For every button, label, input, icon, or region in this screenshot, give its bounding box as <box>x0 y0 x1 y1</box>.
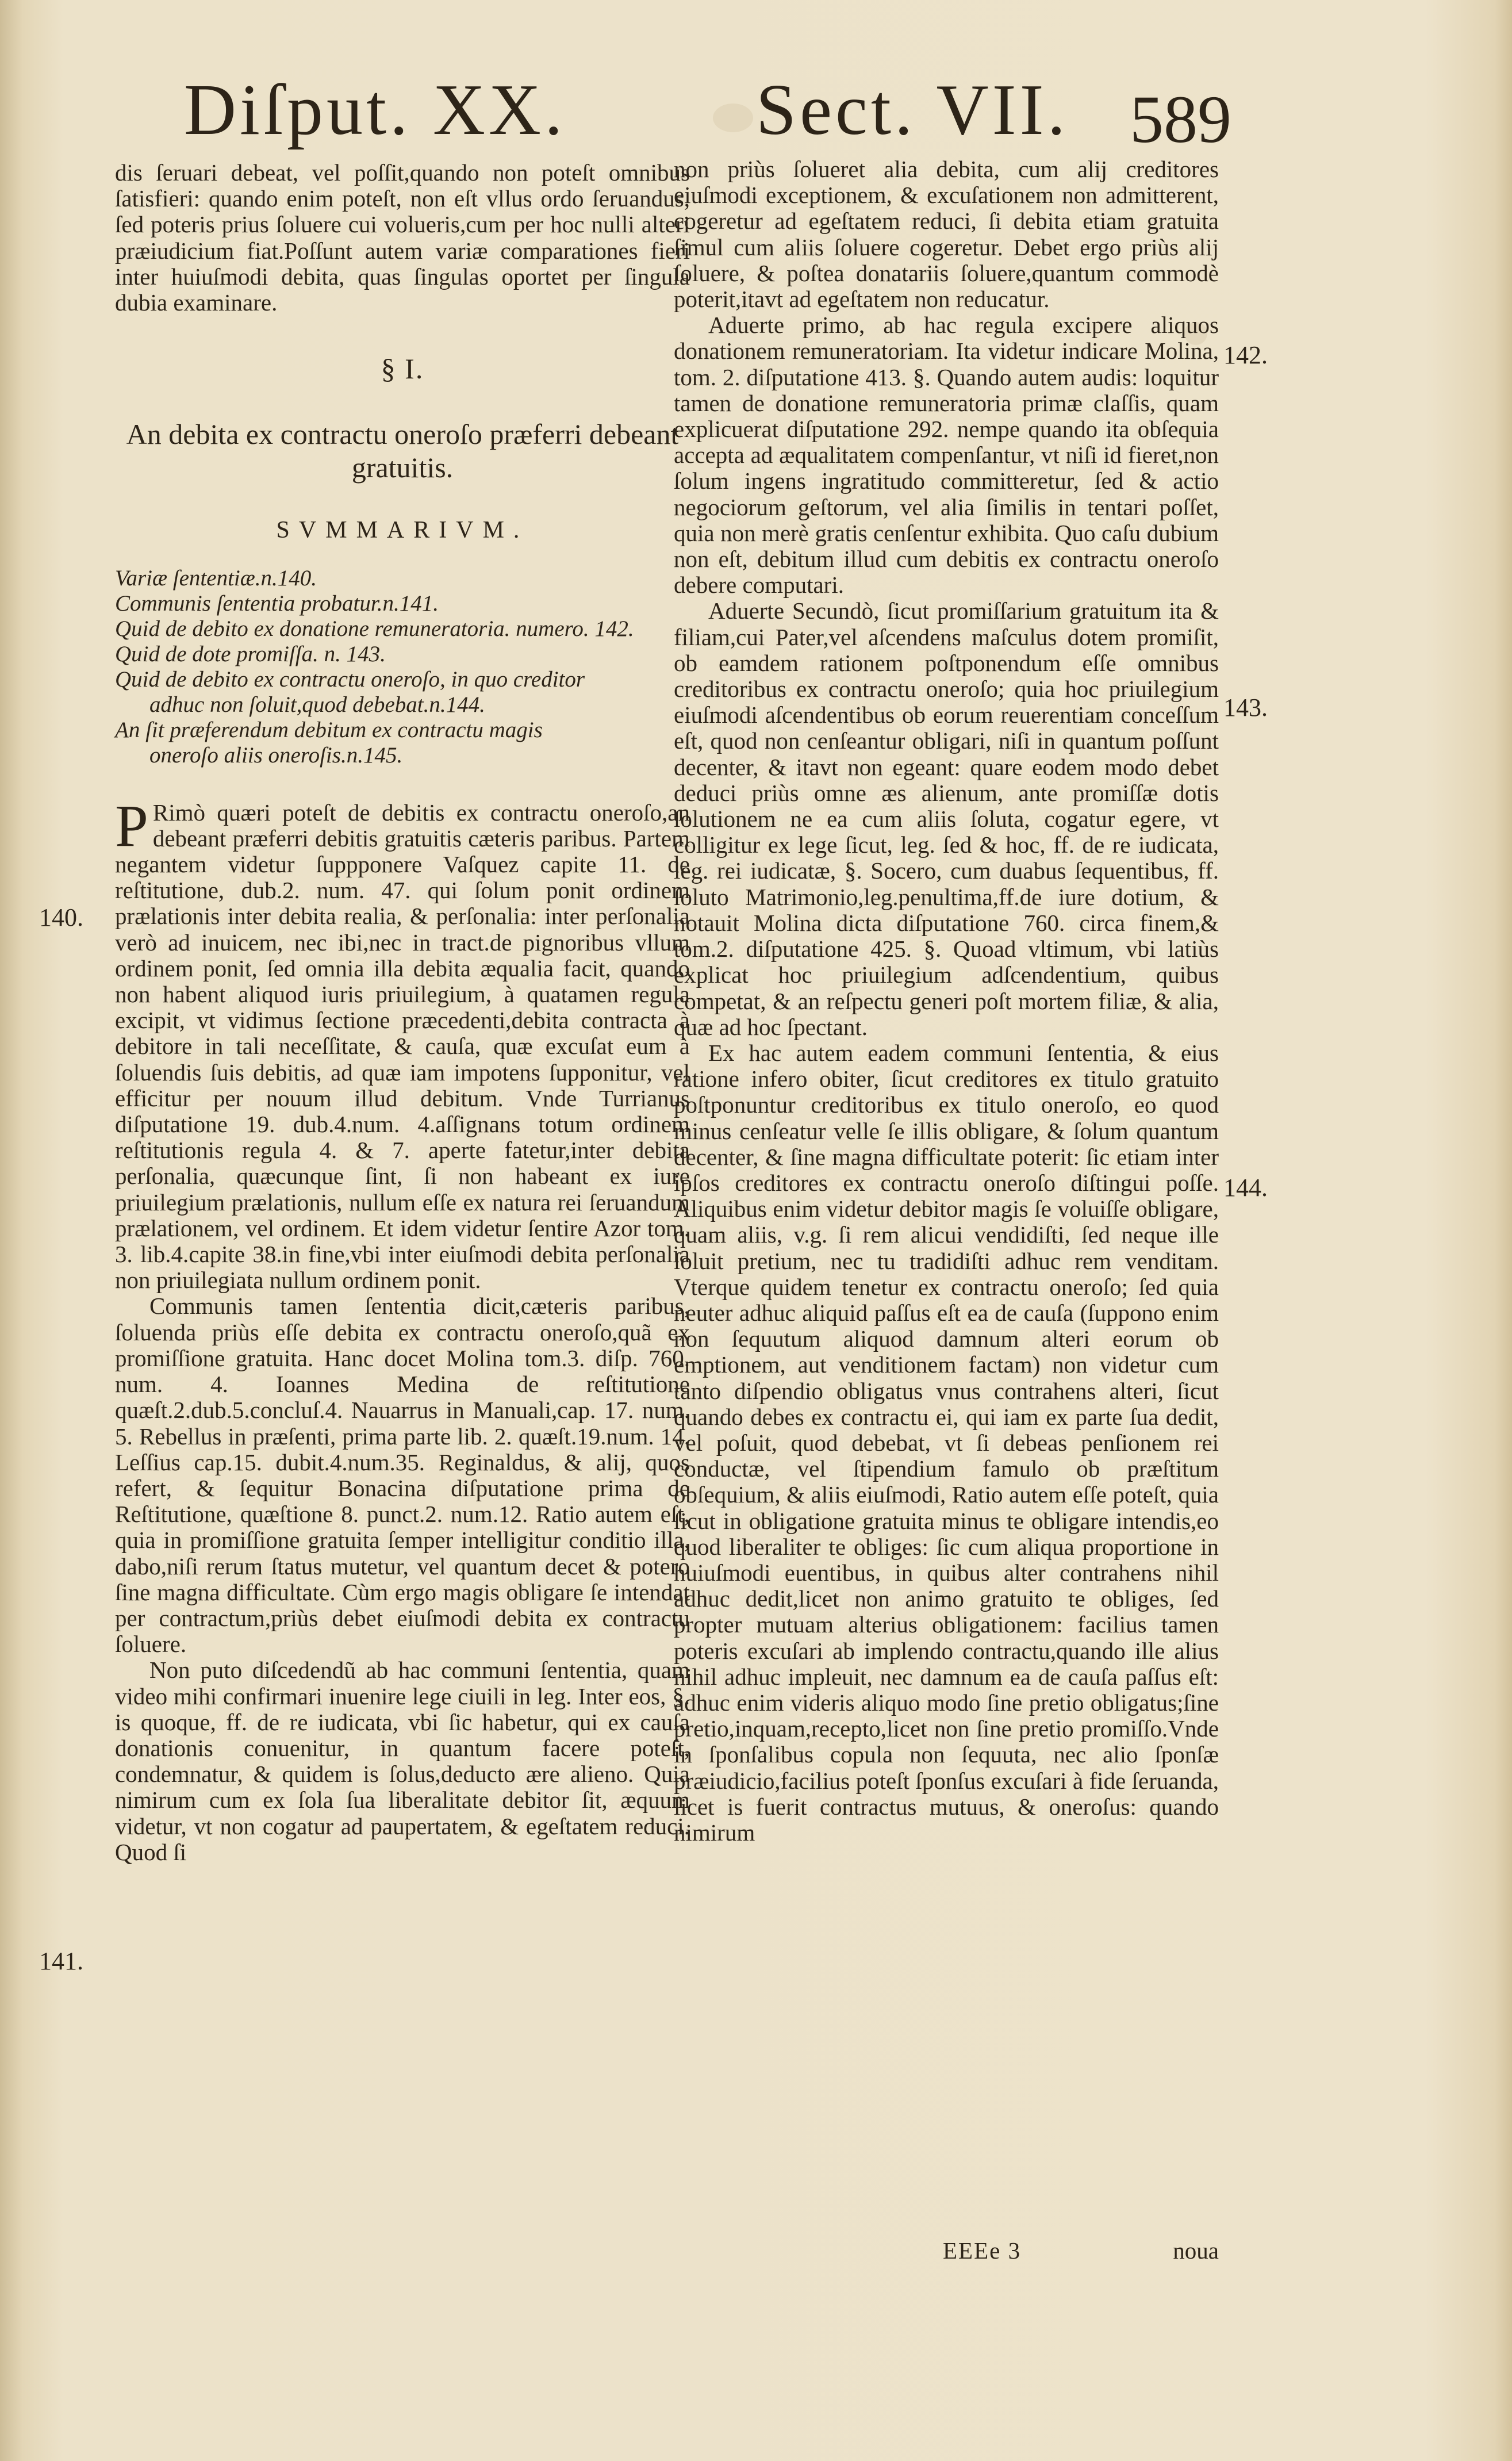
summary-item: Quid de debito ex donatione remuneratoria. numero. 142. <box>115 616 634 641</box>
margin-number-143: 143. <box>1223 693 1268 722</box>
paragraph-143: Aduerte Secundò, ſicut promiſſarium gratuitum ita & filiam,cui Pater,vel aſcendens maſculus dotem promiſit, ob eamdem rationem poſtponendum eſſe omnibus creditoribus ex contractu oneroſo; quia hoc priuilegium eiuſmodi aſcendentibus ob eorum reuerentiam conceſſum eſt, quod non cenſeantur obligari, niſi in quantum poſſunt decenter, & itavt non egeant: quare eodem modo debet deduci priùs omne æs alienum, ante promiſſæ dotis ſolutionem ne ea cum aliis ſoluta, cogatur egere, vt colligitur ex lege ſicut, leg. ſed & hoc, ff. de re iudicata, leg. rei iudicatæ, §. Socero, cum duabus ſequentibus, ff. ſoluto Matrimonio,leg.penultima,ff.de iure dotium, & notauit Molina dicta diſputatione 760. circa finem,& tom.2. diſputatione 425. §. Quoad vltimum, vbi latiùs explicat hoc priuilegium adſcendentium, quibus competat, & an reſpectu generi poſt mortem filiæ, & alia, quæ ad hoc ſpectant. <box>674 597 1219 1040</box>
paragraph-141: Non puto diſcedendũ ab hac communi ſententia, quam video mihi confirmari inuenire lege ciuili in leg. Inter eos, §. is quoque, ff. de re iudicata, vbi ſic habetur, qui ex cauſa donationis conuenitur, in quantum facere poteſt, condemnatur, & quidem is ſolus,deducto ære alieno. Quia nimirum cum ex ſola ſua liberalitate debitor ſit, æquum videtur, vt non cogatur ad paupertatem, & egeſtatem reduci. Quod ſi <box>115 1657 690 1865</box>
paragraph-140: P Rimò quæri poteſt de debitis ex contractu oneroſo,an debeant præferri debitis gratuitis cæteris paribus. Partem negantem videtur ſuppponere Vaſquez capite 11. de reſtitutione, dub.2. num. 47. qui ſolum ponit ordinem prælationis inter debita realia, & perſonalia: inter perſonalia verò ad inuicem, nec ibi,nec in tract.de pignoribus vllum ordinem ponit, ſed omnia illa debita æqualia facit, quando non habent aliquod iuris priuilegium, à quatamen regula excipit, vt vidimus ſectione præcedenti,debita contracta à debitore in tali neceſſitate, & cauſa, quæ excuſat eum à ſoluendis ſuis debitis, ad quæ iam impotens ſupponitur, vel efficitur per nouum illud debitum. Vnde Turrianus diſputatione 19. dub.4.num. 4.aſſignans totum ordinem reſtitutionis regula 4. & 7. aperte fatetur,inter debita perſonalia, quæcunque ſint, ſi non habeant ex iure priuilegium prælationis, nullum eſſe ex natura rei ſeruandum prælationem, vel ordinem. Et idem videtur ſentire Azor tom. 3. lib.4.capite 38.in fine,vbi inter eiuſmodi debita perſonalia non priuilegiata nullum ordinem ponit. <box>115 792 690 1294</box>
summary-item-continued: adhuc non ſoluit,quod debebat.n.144. <box>149 692 485 717</box>
summary-item: Quid de dote promiſſa. n. 143. <box>115 641 386 666</box>
drop-cap: P <box>115 792 148 859</box>
summary-heading: SVMMARIVM. <box>276 517 529 544</box>
summary-item: An ſit præferendum debitum ex contractu magis <box>115 717 543 742</box>
summary-item: Quid de debito ex contractu oneroſo, in quo creditor <box>115 666 585 692</box>
signature-mark: EEEe 3 <box>943 2237 1022 2264</box>
page-number: 589 <box>1130 82 1231 157</box>
left-column <box>115 160 690 1865</box>
running-head-disputation: Diſput. XX. <box>184 70 566 150</box>
paragraph-142: Aduerte primo, ab hac regula excipere aliquos donationem remuneratoriam. Ita videtur indicare Molina, tom. 2. diſputatione 413. §. Quando autem audis: loquitur tamen de donatione remuneratoria primæ claſſis, quam explicuerat diſputatione 292. nempe quando ita obſequia accepta ad æqualitatem compenſantur, vt niſi id fieret,non ſolum ingens ingratitudo committeretur, ſed & actio negociorum geſtorum, vel alia ſimilis in tentari poſſet, quia non merè gratis cenſentur exhibita. Quo caſu dubium non eſt, debitum illud cum debitis ex contractu oneroſo debere computari. <box>674 312 1219 599</box>
section-mark: § I. <box>381 352 424 385</box>
paragraph-intro: dis ſeruari debeat, vel poſſit,quando non poteſt omnibus ſatisfieri: quando enim poteſt, non eſt vllus ordo ſeruandus, ſed poteris prius ſoluere cui volueris,cum per hoc nulli alteri præiudicium fiat.Poſſunt autem variæ comparationes fieri inter huiuſmodi debita, quas ſingulas oportet per ſingula dubia examinare. <box>115 159 690 316</box>
summary-item-continued: oneroſo aliis oneroſis.n.145. <box>149 742 403 768</box>
right-column <box>674 156 1219 1846</box>
margin-number-141: 141. <box>39 1947 83 1975</box>
summary-list <box>115 566 690 768</box>
summary-item: Variæ ſententiæ.n.140. <box>115 565 317 591</box>
section-title: An debita ex contractu oneroſo præferri debeant gratuitis. <box>126 418 679 484</box>
margin-number-140: 140. <box>39 903 83 931</box>
margin-number-144: 144. <box>1223 1174 1268 1202</box>
page-footer <box>690 2237 1219 2271</box>
margin-number-142: 142. <box>1223 341 1268 369</box>
catchword: noua <box>1173 2237 1219 2264</box>
paragraph-140-continued: Communis tamen ſententia dicit,cæteris paribus, ſoluenda priùs eſſe debita ex contractu oneroſo,quã ex promiſſione gratuita. Hanc docet Molina tom.3. diſp. 760. num. 4. Ioannes Medina de reſtitutione quæſt.2.dub.5.concluſ.4. Nauarrus in Manuali,cap. 17. num. 5. Rebellus in præſenti, prima parte lib. 2. quæſt.19.num. 14. Leſſius cap.15. dubit.4.num.35. Reginaldus, & alij, quos refert, & ſequitur Bonacina diſputatione prima de Reſtitutione, quæſtione 8. punct.2. num.12. Ratio autem eſt, quia in promiſſione gratuita ſemper intelligitur conditio illa, dabo,niſi rerum ſtatus mutetur, vel quantum decet & potero ſine magna difficultate. Cùm ergo magis obligare ſe intendat per contractum,priùs debet eiuſmodi debita ex contractu ſoluere. <box>115 1293 690 1658</box>
paragraph-144: Ex hac autem eadem communi ſententia, & eius ratione infero obiter, ſicut creditores ex titulo gratuito poſtponuntur creditoribus ex titulo oneroſo, eo quod minus cenſeatur velle ſe illis obligare, & ſolum quantum decenter, & ſine magna difficultate poterit: ſic etiam inter ipſos creditores ex contractu oneroſo diſtingui poſſe. Aliquibus enim videtur debitor magis ſe voluiſſe obligare, quam aliis, v.g. ſi rem alicui vendidiſti, ſed neque ille ſoluit pretium, nec tu tradidiſti adhuc rem venditam. Vterque quidem tenetur ex contractu oneroſo; ſed quia neuter adhuc aliquid paſſus eſt ea de cauſa (ſuppono enim non ſequutum aliquod damnum alteri eorum ob emptionem, aut venditionem factam) non videtur cum tanto diſpendio obligatus vnus contrahens alteri, ſicut quando debes ex contractu ei, qui iam ex parte ſua dedit, vel poſuit, quod debebat, vt ſi debeas penſionem rei conductæ, vel ſtipendium famulo ob præſtitum obſequium, & aliis eiuſmodi, Ratio autem eſſe poteſt, quia ſicut in obligatione gratuita minus te obligare intendis,eo quod liberaliter te obliges: ſic cum aliqua proportione in huiuſmodi euentibus, in quibus alter contrahens nihil adhuc dedit,licet non animo gratuito te obliges, ſed propter mutuam alterius obligationem: facilius tamen poteris excuſari ab implendo contractu,quando ille alius nihil adhuc impleuit, nec damnum ea de cauſa paſſus eſt: adhuc enim videris aliquo modo ſine pretio obligatus;ſine pretio,inquam,recepto,licet non ſine pretio promiſſo.Vnde in ſponſalibus copula non ſequuta, nec alio ſponſæ præiudicio,facilius poteſt ſponſus excuſari à fide ſeruanda, licet is fuerit contractus mutuus, & oneroſus: quando nimirum <box>674 1039 1219 1846</box>
running-header <box>0 63 1512 161</box>
paragraph-continued: non priùs ſolueret alia debita, cum alij creditores eiuſmodi exceptionem, & excuſationem non admitterent, cogeretur ad egeſtatem reduci, ſi debita etiam gratuita ſimul cum aliis ſoluere cogeretur. Debet ergo priùs alij ſoluere, & poſtea donatariis ſoluere,quantum commodè poterit,itavt ad egeſtatem non reducatur. <box>674 156 1219 313</box>
running-head-section: Sect. VII. <box>756 70 1069 150</box>
summary-item: Communis ſententia probatur.n.141. <box>115 591 439 616</box>
